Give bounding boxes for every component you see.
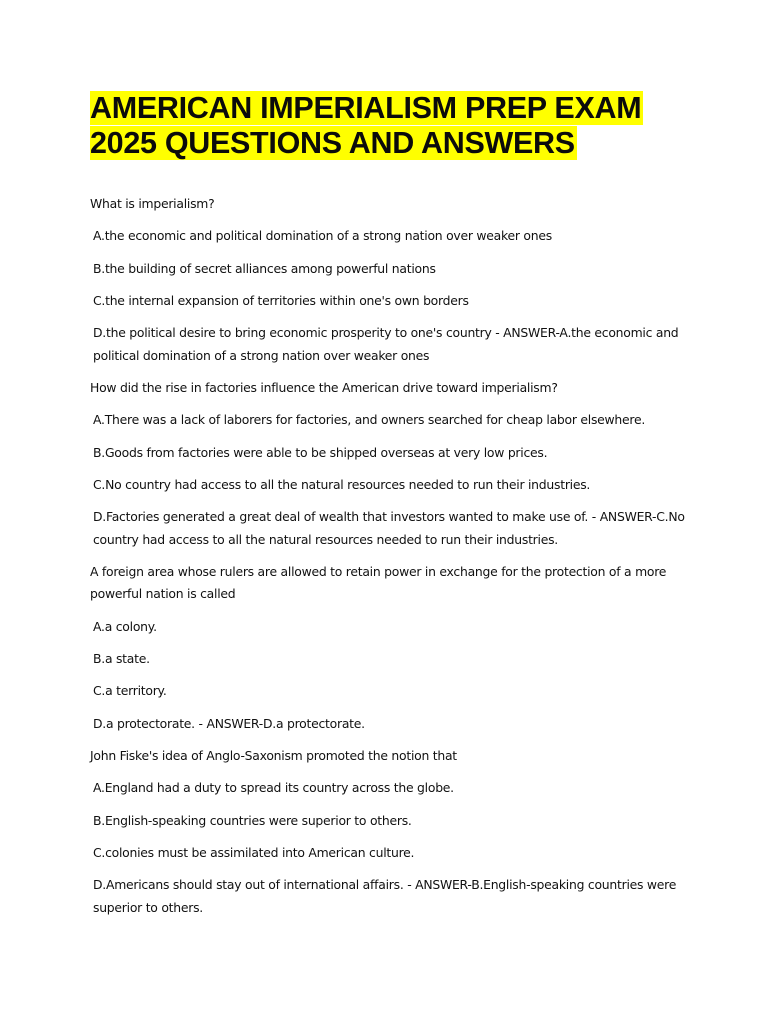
title-line-2: 2025 QUESTIONS AND ANSWERS	[90, 126, 575, 160]
answer-option-with-key: D.Americans should stay out of international affairs. - ANSWER-B.English-speaking countries were superior to others.	[93, 877, 677, 915]
answer-option-with-key: D.the political desire to bring economic prosperity to one's country - ANSWER-A.the economic and political domination of a strong nation over weaker ones	[93, 325, 679, 363]
question-prompt: A foreign area whose rulers are allowed to retain power in exchange for the protection of a more powerful nation is called	[90, 563, 667, 602]
question-prompt: What is imperialism?	[90, 196, 215, 211]
answer-option: C.a territory.	[93, 683, 167, 699]
answer-option-with-key: D.Factories generated a great deal of wealth that investors wanted to make use of. - ANSWER-C.No country had access to all the natural resources needed to run their industries.	[93, 509, 685, 547]
answer-option-with-key: D.a protectorate. - ANSWER-D.a protectorate.	[93, 715, 365, 731]
document-body	[90, 193, 690, 919]
answer-option: A.England had a duty to spread its country across the globe.	[93, 780, 454, 796]
question-block	[90, 193, 690, 367]
document-page	[90, 91, 690, 929]
answer-option: C.the internal expansion of territories within one's own borders	[93, 292, 469, 308]
answer-option: C.colonies must be assimilated into American culture.	[93, 844, 415, 860]
question-prompt: John Fiske's idea of Anglo-Saxonism promoted the notion that	[90, 747, 457, 763]
answer-option: B.a state.	[93, 651, 150, 667]
answer-option: C.No country had access to all the natural resources needed to run their industries.	[93, 476, 591, 492]
question-block	[90, 745, 690, 919]
document-title	[90, 91, 690, 161]
answer-option: A.There was a lack of laborers for factories, and owners searched for cheap labor elsewhere.	[93, 412, 646, 428]
question-block	[90, 561, 690, 735]
answer-option: A.the economic and political domination of a strong nation over weaker ones	[93, 228, 552, 244]
answer-option: B.English-speaking countries were superior to others.	[93, 812, 412, 828]
title-line-1: AMERICAN IMPERIALISM PREP EXAM	[90, 91, 642, 125]
answer-option: B.Goods from factories were able to be shipped overseas at very low prices.	[93, 444, 548, 460]
question-block	[90, 377, 690, 551]
answer-option: B.the building of secret alliances among powerful nations	[93, 260, 436, 276]
answer-option: A.a colony.	[93, 618, 157, 634]
question-prompt: How did the rise in factories influence the American drive toward imperialism?	[90, 379, 558, 395]
